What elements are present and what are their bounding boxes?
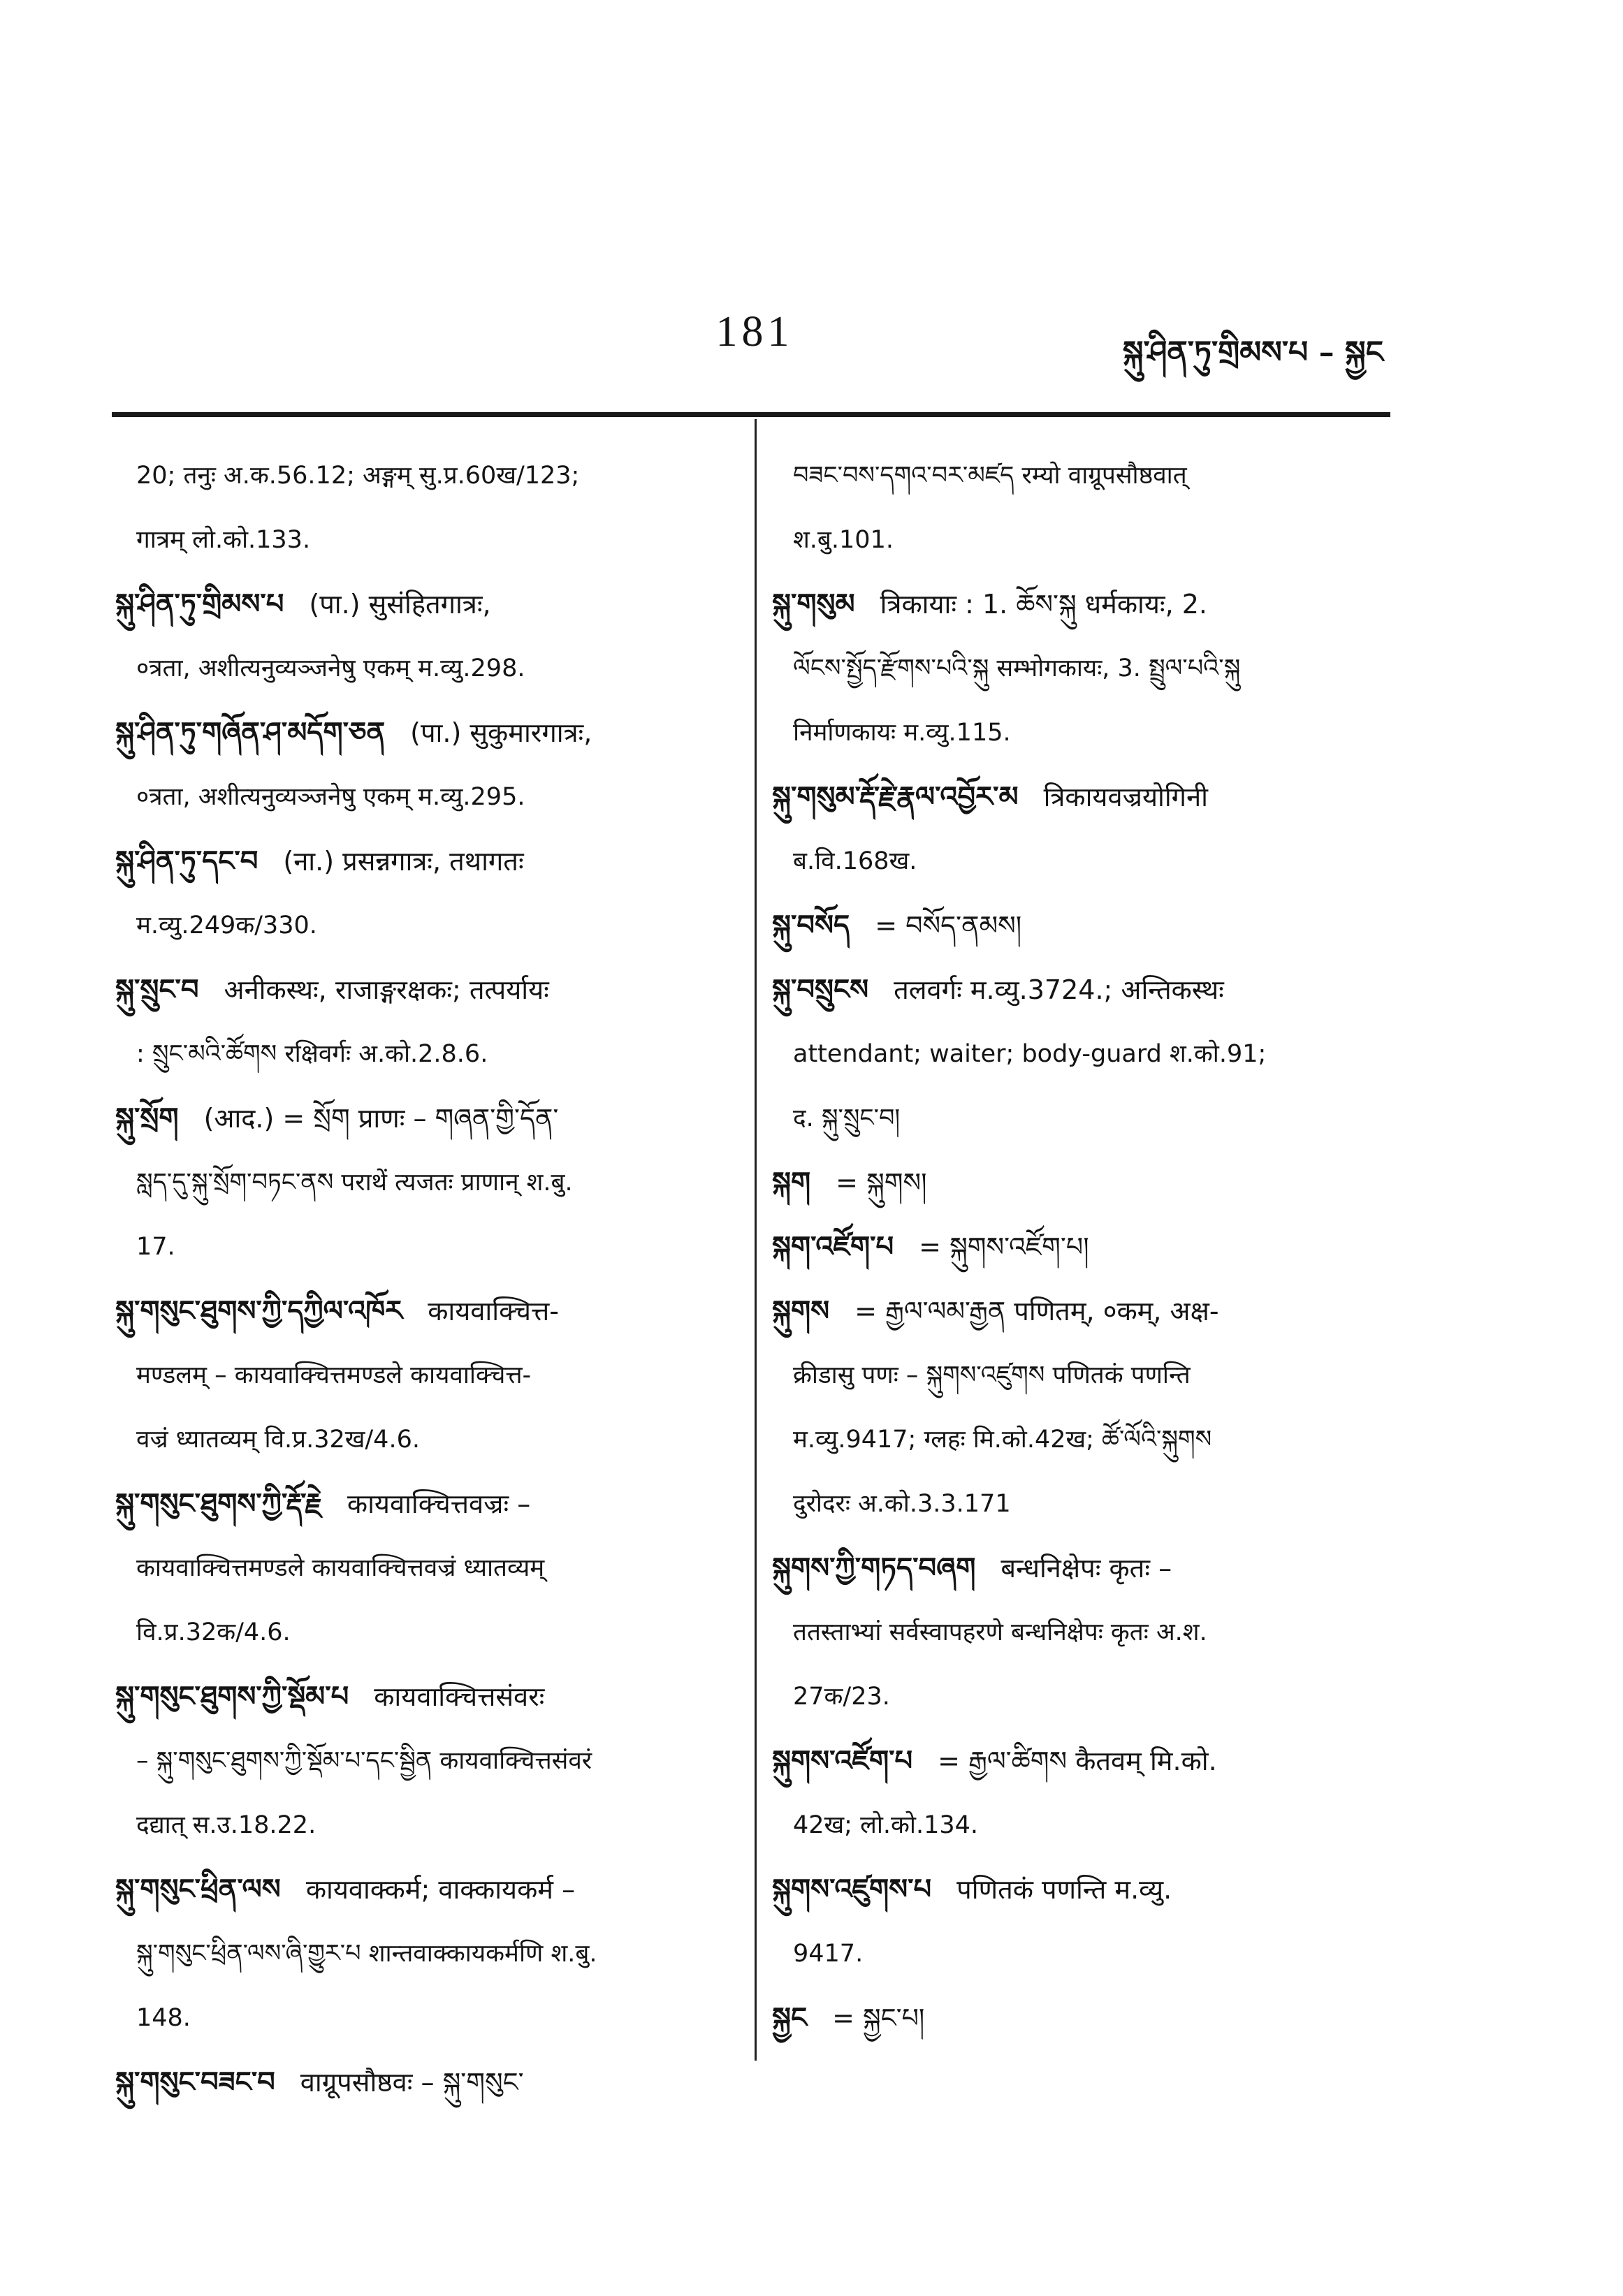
entry-headword: སྐུ་གསུང་ཐུགས་ཀྱི་དཀྱིལ་འཁོར xyxy=(115,1294,403,1327)
entry-text: म.व्यु.249क/330. xyxy=(136,912,317,939)
continuation-line xyxy=(115,1536,723,1600)
dictionary-entry-line xyxy=(772,1215,1390,1279)
entry-text: द. སྐུ་སྲུང་བ། xyxy=(793,1104,901,1132)
entry-text: (पा.) सुकुमारगात्रः, xyxy=(410,717,592,748)
continuation-line xyxy=(115,1215,723,1279)
entry-headword: སྐྱང xyxy=(772,2001,808,2034)
dictionary-entry-line xyxy=(115,1279,723,1343)
column-divider xyxy=(755,419,757,2061)
entry-headword: སྐུགས xyxy=(772,1294,830,1327)
entry-headword: སྐུ་ཤིན་ཏུ་དང་བ xyxy=(115,844,259,877)
entry-text: कायवाक्कर्म; वाक्कायकर्म – xyxy=(305,1874,576,1905)
entry-text: कायवाक्चित्तसंवरः xyxy=(374,1681,545,1712)
continuation-line xyxy=(115,765,723,829)
continuation-line xyxy=(115,1022,723,1086)
entry-text: त्रिकायवज्रयोगिनी xyxy=(1043,782,1209,812)
entry-text: 9417. xyxy=(793,1940,864,1968)
left-column xyxy=(115,444,723,2114)
entry-text: ततस्ताभ्यां सर्वस्वापहरणे बन्धनिक्षेपः कृतः अ.श. xyxy=(793,1618,1207,1646)
entry-text: (आद.) = སྲོག प्राणः – གཞན་གྱི་དོན་ xyxy=(203,1103,559,1134)
continuation-line xyxy=(115,1150,723,1215)
entry-text: कायवाक्चित्तवज्रः – xyxy=(347,1489,531,1519)
continuation-line xyxy=(115,1407,723,1472)
continuation-line xyxy=(772,1472,1390,1536)
entry-text: = བསོད་ནམས། xyxy=(875,910,1022,941)
entry-headword: སྐུ་ཤིན་ཏུ་གྲིམས་པ xyxy=(115,587,284,620)
entry-text: ལོངས་སྤྱོད་རྫོགས་པའི་སྐུ सम्भोगकायः, 3. སྤྲུལ་པའི་སྐུ xyxy=(793,655,1241,682)
continuation-line xyxy=(772,1922,1390,1986)
entry-headword: སྐུ་བསོད xyxy=(772,909,850,942)
dictionary-entry-line xyxy=(772,958,1390,1022)
entry-text: = སྐུགས་འཛོག་པ། xyxy=(919,1231,1089,1262)
entry-text: वि.प्र.32क/4.6. xyxy=(136,1618,291,1646)
dictionary-entry-line xyxy=(772,572,1390,636)
continuation-line xyxy=(772,444,1390,508)
entry-text: श.बु.101. xyxy=(793,526,894,554)
continuation-line xyxy=(772,636,1390,701)
dictionary-entry-line xyxy=(115,829,723,893)
entry-text: बन्धनिक्षेपः कृतः – xyxy=(1000,1553,1172,1584)
dictionary-entry-line xyxy=(115,2050,723,2114)
dictionary-entry-line xyxy=(772,1857,1390,1922)
entry-text: पणितकं पणन्ति म.व्यु. xyxy=(956,1874,1172,1905)
entry-text: ०त्रता, अशीत्यनुव्यञ्जनेषु एकम् म.व्यु.298. xyxy=(136,655,525,682)
entry-text: སྐུ་གསུང་ཕྲིན་ལས་ཞི་གྱུར་པ शान्तवाक्कायकर्मणि श.बु. xyxy=(136,1940,597,1968)
continuation-line xyxy=(115,1343,723,1407)
entry-headword: སྐུགས་འཛུགས་པ xyxy=(772,1873,932,1906)
continuation-line xyxy=(772,1793,1390,1857)
entry-text: 17. xyxy=(136,1233,175,1261)
dictionary-entry-line xyxy=(772,1986,1390,2050)
entry-headword: སྐུ་གསུང་ཐུགས་ཀྱི་རྡོ་རྗེ xyxy=(115,1487,322,1520)
right-column xyxy=(772,444,1390,2050)
continuation-line xyxy=(772,1022,1390,1086)
entry-text: 20; तनुः अ.क.56.12; अङ्गम् सु.प्र.60ख/123; xyxy=(136,462,580,490)
dictionary-entry-line xyxy=(772,765,1390,829)
continuation-line xyxy=(115,444,723,508)
entry-text: म.व्यु.9417; ग्लहः मि.को.42ख; ཚོ་ལོའི་སྐུགས xyxy=(793,1426,1212,1454)
dictionary-entry-line xyxy=(772,1536,1390,1600)
dictionary-entry-line xyxy=(115,1857,723,1922)
page-number: 181 xyxy=(715,308,794,356)
entry-text: कायवाक्चित्त- xyxy=(428,1296,559,1326)
continuation-line xyxy=(115,508,723,572)
continuation-line xyxy=(772,508,1390,572)
entry-headword: སྐག xyxy=(772,1166,811,1199)
entry-text: मण्डलम् – कायवाक्चित्तमण्डले कायवाक्चित्त- xyxy=(136,1361,532,1389)
entry-text: 27क/23. xyxy=(793,1683,890,1711)
entry-text: = རྒྱལ་ལམ་རྒྱན पणितम्, ०कम्, अक्ष- xyxy=(854,1296,1219,1326)
entry-text: गात्रम् लो.को.133. xyxy=(136,526,311,554)
continuation-line xyxy=(772,829,1390,893)
entry-text: (पा.) सुसंहितगात्रः, xyxy=(309,589,491,620)
entry-text: क्रीडासु पणः – སྐུགས་འཛུགས पणितकं पणन्ति xyxy=(793,1361,1191,1389)
header-rule xyxy=(112,412,1390,417)
continuation-line xyxy=(772,1407,1390,1472)
entry-text: निर्माणकायः म.व्यु.115. xyxy=(793,719,1011,747)
entry-headword: སྐུ་གསུང་ཕྲིན་ལས xyxy=(115,1873,281,1906)
dictionary-entry-line xyxy=(115,958,723,1022)
dictionary-entry-line xyxy=(772,893,1390,958)
running-head: སྐུ་ཤིན་ཏུ་གྲིམས་པ – སྐྱང xyxy=(1122,335,1383,370)
entry-text: 148. xyxy=(136,2004,191,2032)
entry-text: – སྐུ་གསུང་ཐུགས་ཀྱི་སྡོམ་པ་དང་སྦྱིན कायवाक्चित्तसंवरं xyxy=(136,1747,592,1775)
continuation-line xyxy=(772,1600,1390,1665)
continuation-line xyxy=(115,1922,723,1986)
entry-text: दुरोदरः अ.को.3.3.171 xyxy=(793,1490,1011,1518)
continuation-line xyxy=(115,1986,723,2050)
dictionary-entry-line xyxy=(772,1729,1390,1793)
continuation-line xyxy=(115,1729,723,1793)
continuation-line xyxy=(772,701,1390,765)
continuation-line xyxy=(772,1086,1390,1150)
entry-headword: སྐུ་གསུམ xyxy=(772,587,855,620)
entry-text: अनीकस्थः, राजाङ्गरक्षकः; तत्पर्यायः xyxy=(224,974,549,1005)
continuation-line xyxy=(115,893,723,958)
entry-text: त्रिकायाः : 1. ཆོས་སྐུ धर्मकायः, 2. xyxy=(880,589,1208,620)
dictionary-entry-line xyxy=(115,701,723,765)
entry-text: दद्यात् स.उ.18.22. xyxy=(136,1811,316,1839)
dictionary-entry-line xyxy=(772,1150,1390,1215)
entry-text: བཟང་བས་དགའ་བར་མཛད रम्यो वाग्रूपसौष्ठवात् xyxy=(793,462,1187,490)
entry-headword: སྐུ་གསུང་བཟང་བ xyxy=(115,2065,275,2098)
continuation-line xyxy=(772,1343,1390,1407)
entry-text: = རྒྱལ་ཚིགས कैतवम् मि.को. xyxy=(938,1746,1217,1776)
continuation-line xyxy=(115,1793,723,1857)
entry-headword: སྐག་འཛོག་པ xyxy=(772,1230,894,1263)
entry-text: वज्रं ध्यातव्यम् वि.प्र.32ख/4.6. xyxy=(136,1426,420,1454)
entry-text: ०त्रता, अशीत्यनुव्यञ्जनेषु एकम् म.व्यु.295. xyxy=(136,783,525,811)
entry-headword: སྐུ་ཤིན་ཏུ་གཞོན་ཤ་མདོག་ཅན xyxy=(115,716,386,749)
entry-text: = སྐྱང་པ། xyxy=(832,2003,925,2033)
dictionary-entry-line xyxy=(115,1086,723,1150)
entry-text: སླད་དུ་སྐུ་སྲོག་བཏང་ནས पराथें त्यजतः प्राणान् श.बु. xyxy=(136,1169,573,1197)
entry-text: ब.वि.168ख. xyxy=(793,847,917,875)
dictionary-entry-line xyxy=(772,1279,1390,1343)
entry-text: वाग्रूपसौष्ठवः – སྐུ་གསུང་ xyxy=(300,2067,524,2098)
entry-headword: སྐུ་སྲུང་བ xyxy=(115,973,199,1006)
entry-text: 42ख; लो.को.134. xyxy=(793,1811,979,1839)
continuation-line xyxy=(772,1665,1390,1729)
entry-text: attendant; waiter; body-guard श.को.91; xyxy=(793,1040,1267,1068)
entry-headword: སྐུ་གསུམ་རྡོ་རྗེ་རྣལ་འབྱོར་མ xyxy=(772,780,1019,813)
entry-text: = སྐུགས། xyxy=(836,1167,927,1198)
entry-text: (ना.) प्रसन्नगात्रः, तथागतः xyxy=(283,846,524,877)
entry-headword: སྐུ་བསྲུངས xyxy=(772,973,869,1006)
continuation-line xyxy=(115,1600,723,1665)
entry-text: कायवाक्चित्तमण्डले कायवाक्चित्तवज्रं ध्यातव्यम् xyxy=(136,1554,545,1582)
dictionary-entry-line xyxy=(115,1665,723,1729)
entry-headword: སྐུགས་འཛོག་པ xyxy=(772,1744,913,1777)
dictionary-entry-line xyxy=(115,1472,723,1536)
entry-headword: སྐུ་གསུང་ཐུགས་ཀྱི་སྡོམ་པ xyxy=(115,1680,349,1713)
continuation-line xyxy=(115,636,723,701)
dictionary-entry-line xyxy=(115,572,723,636)
entry-text: तलवर्गः म.व्यु.3724.; अन्तिकस्थः xyxy=(894,974,1224,1005)
entry-headword: སྐུ་སྲོག xyxy=(115,1102,179,1134)
entry-headword: སྐུགས་ཀྱི་གཏད་བཞག xyxy=(772,1551,976,1584)
entry-text: : སྲུང་མའི་ཚོགས रक्षिवर्गः अ.को.2.8.6. xyxy=(136,1040,488,1068)
